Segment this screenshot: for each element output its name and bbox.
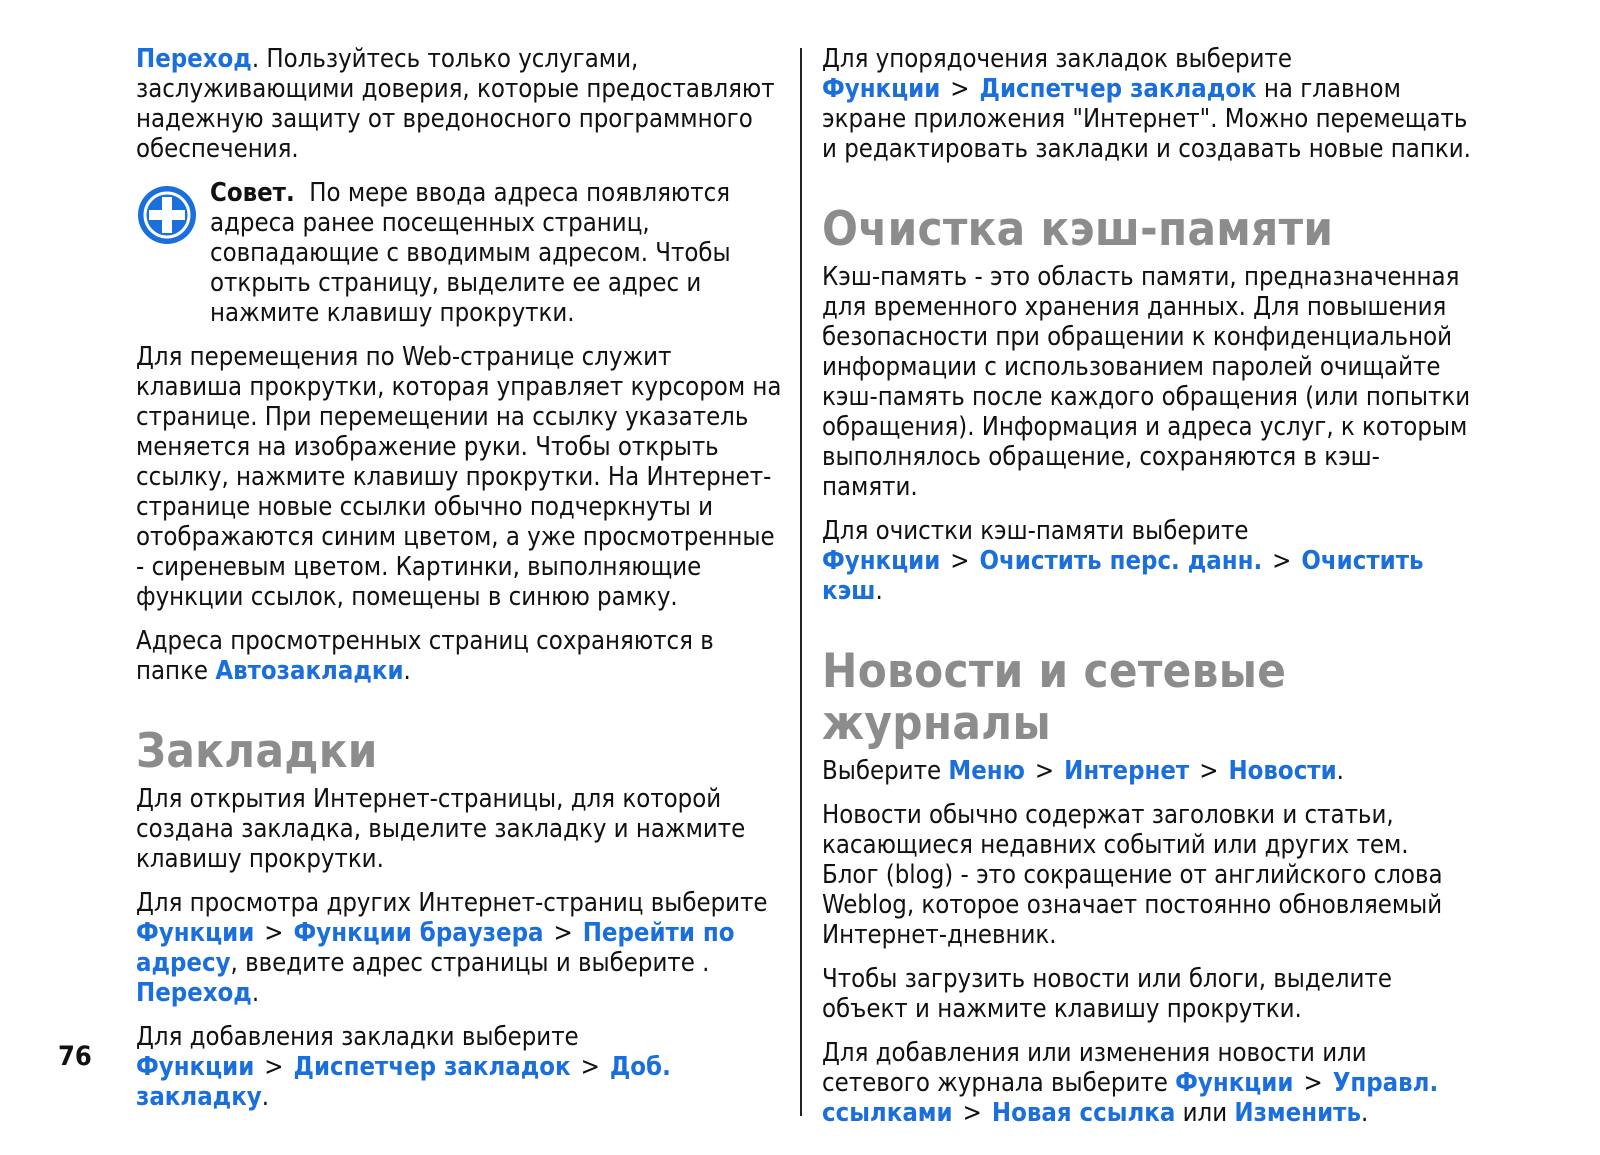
bookmarks-paragraph-2: Для просмотра других Интернет-страниц выберите Функции > Функции браузера > Перейти по адресу, введите адрес страницы и выберите . Переход.	[136, 888, 768, 1008]
navigation-paragraph: Для перемещения по Web-странице служит клавиша прокрутки, которая управляет курсором на странице. При перемещении на ссылку указатель меняется на изображение руки. Чтобы открыть ссылку, нажмите клавишу прокрутки. На Интернет-странице новые ссылки обычно подчеркнуты и отображаются синим цветом, а уже просмотренные - сиреневым цветом. Картинки, выполняющие функции ссылок, помещены в синюю рамку.	[136, 342, 782, 612]
menu-term: Функции	[822, 74, 941, 104]
menu-term: Доб. закладку	[136, 1052, 671, 1112]
menu-term: Функции	[1175, 1068, 1294, 1098]
menu-term: Диспетчер закладок	[979, 74, 1257, 104]
left-column	[136, 44, 784, 1126]
page-number: 76	[58, 1041, 92, 1072]
column-divider	[800, 48, 802, 1116]
menu-term: Очистить кэш	[822, 546, 1424, 606]
news-paragraph-4: Для добавления или изменения новости или сетевого журнала выберите Функции > Управл. ссылками > Новая ссылка или Изменить.	[822, 1038, 1439, 1128]
bookmarks-paragraph-3: Для добавления закладки выберите Функции > Диспетчер закладок > Доб. закладку.	[136, 1022, 671, 1112]
menu-term: Функции	[136, 918, 255, 948]
bookmarks-heading: Закладки	[136, 724, 378, 779]
cache-paragraph-1: Кэш-память - это область памяти, предназначенная для временного хранения данных. Для повышения безопасности при обращении к конфиденциальной информации с использованием паролей очищайте кэш-память после каждого обращения (или попытки обращения). Информация и адреса услуг, к которым выполнялось обращение, сохраняются в кэш-памяти.	[822, 262, 1471, 502]
menu-term: Новости	[1228, 756, 1337, 786]
menu-term: Автозакладки	[215, 656, 404, 686]
tip-text: Совет. По мере ввода адреса появляются адреса ранее посещенных страниц, совпадающие с вводимым адресом. Чтобы открыть страницу, выделите ее адрес и нажмите клавишу прокрутки.	[210, 178, 731, 328]
cache-paragraph-2: Для очистки кэш-памяти выберите Функции > Очистить перс. данн. > Очистить кэш.	[822, 516, 1424, 606]
menu-term: Очистить перс. данн.	[979, 546, 1263, 576]
news-paragraph-3: Чтобы загрузить новости или блоги, выделите объект и нажмите клавишу прокрутки.	[822, 964, 1392, 1024]
menu-term: Функции браузера	[293, 918, 544, 948]
menu-term: Интернет	[1064, 756, 1190, 786]
tip-block	[136, 178, 784, 328]
organize-paragraph: Для упорядочения закладок выберите Функции > Диспетчер закладок на главном экране приложения "Интернет". Можно перемещать и редактировать закладки и создавать новые папки.	[822, 44, 1471, 164]
bookmarks-paragraph-1: Для открытия Интернет-страницы, для которой создана закладка, выделите закладку и нажмите клавишу прокрутки.	[136, 784, 746, 874]
right-column	[822, 44, 1472, 1142]
news-heading: Новости и сетевые журналы	[822, 644, 1287, 751]
menu-term: Перейти по адресу	[136, 918, 735, 978]
menu-term: Новая ссылка	[991, 1098, 1176, 1128]
menu-term: Переход	[136, 44, 252, 74]
intro-paragraph: Переход. Пользуйтесь только услугами, заслуживающими доверия, которые предоставляют надежную защиту от вредоносного программного обеспечения.	[136, 44, 775, 164]
history-paragraph: Адреса просмотренных страниц сохраняются в папке Автозакладки.	[136, 626, 714, 686]
plus-circle-icon	[136, 184, 198, 246]
menu-term: Меню	[948, 756, 1025, 786]
menu-term: Диспетчер закладок	[293, 1052, 571, 1082]
menu-term: Функции	[136, 1052, 255, 1082]
cache-heading: Очистка кэш-памяти	[822, 202, 1334, 257]
news-paragraph-1: Выберите Меню > Интернет > Новости.	[822, 756, 1344, 786]
menu-term: Изменить	[1234, 1098, 1361, 1128]
menu-term: Переход	[136, 978, 252, 1008]
menu-term: Управл. ссылками	[822, 1068, 1439, 1128]
tip-label: Совет.	[210, 178, 295, 208]
menu-term: Функции	[822, 546, 941, 576]
news-paragraph-2: Новости обычно содержат заголовки и статьи, касающиеся недавних событий или других тем. Блог (blog) - это сокращение от английского слова Weblog, которое означает постоянно обновляемый Интернет-дневник.	[822, 800, 1443, 950]
